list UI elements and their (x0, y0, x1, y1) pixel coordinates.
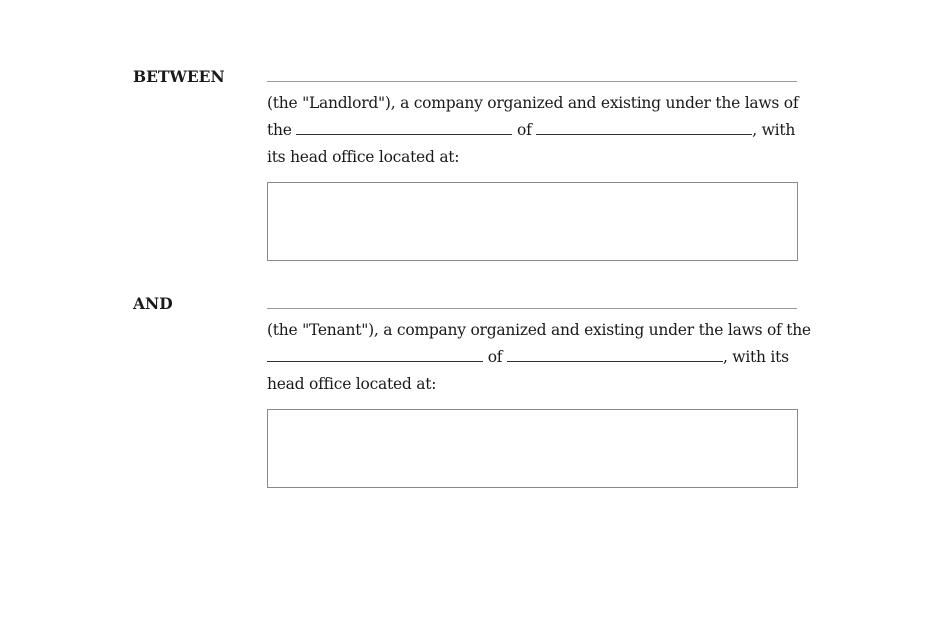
text-of: of (517, 121, 532, 139)
text-with: , with (752, 121, 796, 139)
landlord-intro-text: (the "Landlord"), a company organized and existing under the laws of (267, 94, 799, 112)
landlord-jurisdiction-line (267, 120, 795, 140)
tenant-intro-text: (the "Tenant"), a company organized and existing under the laws of the (267, 321, 811, 339)
text-of: of (487, 348, 503, 366)
tenant-jurisdiction-line (267, 347, 789, 367)
landlord-office-text: its head office located at: (267, 148, 460, 166)
and-label: AND (133, 294, 173, 313)
landlord-address-box[interactable] (267, 182, 798, 261)
between-label: BETWEEN (133, 67, 225, 86)
tenant-country-field[interactable] (507, 347, 723, 362)
landlord-country-field[interactable] (536, 120, 752, 135)
text-the: the (267, 121, 292, 139)
tenant-office-text: head office located at: (267, 375, 437, 393)
tenant-jurisdiction-field[interactable] (267, 347, 483, 362)
text-with-its: , with its (722, 348, 789, 366)
tenant-address-box[interactable] (267, 409, 798, 488)
landlord-name-field[interactable] (267, 81, 797, 82)
tenant-name-field[interactable] (267, 308, 797, 309)
landlord-jurisdiction-field[interactable] (296, 120, 512, 135)
